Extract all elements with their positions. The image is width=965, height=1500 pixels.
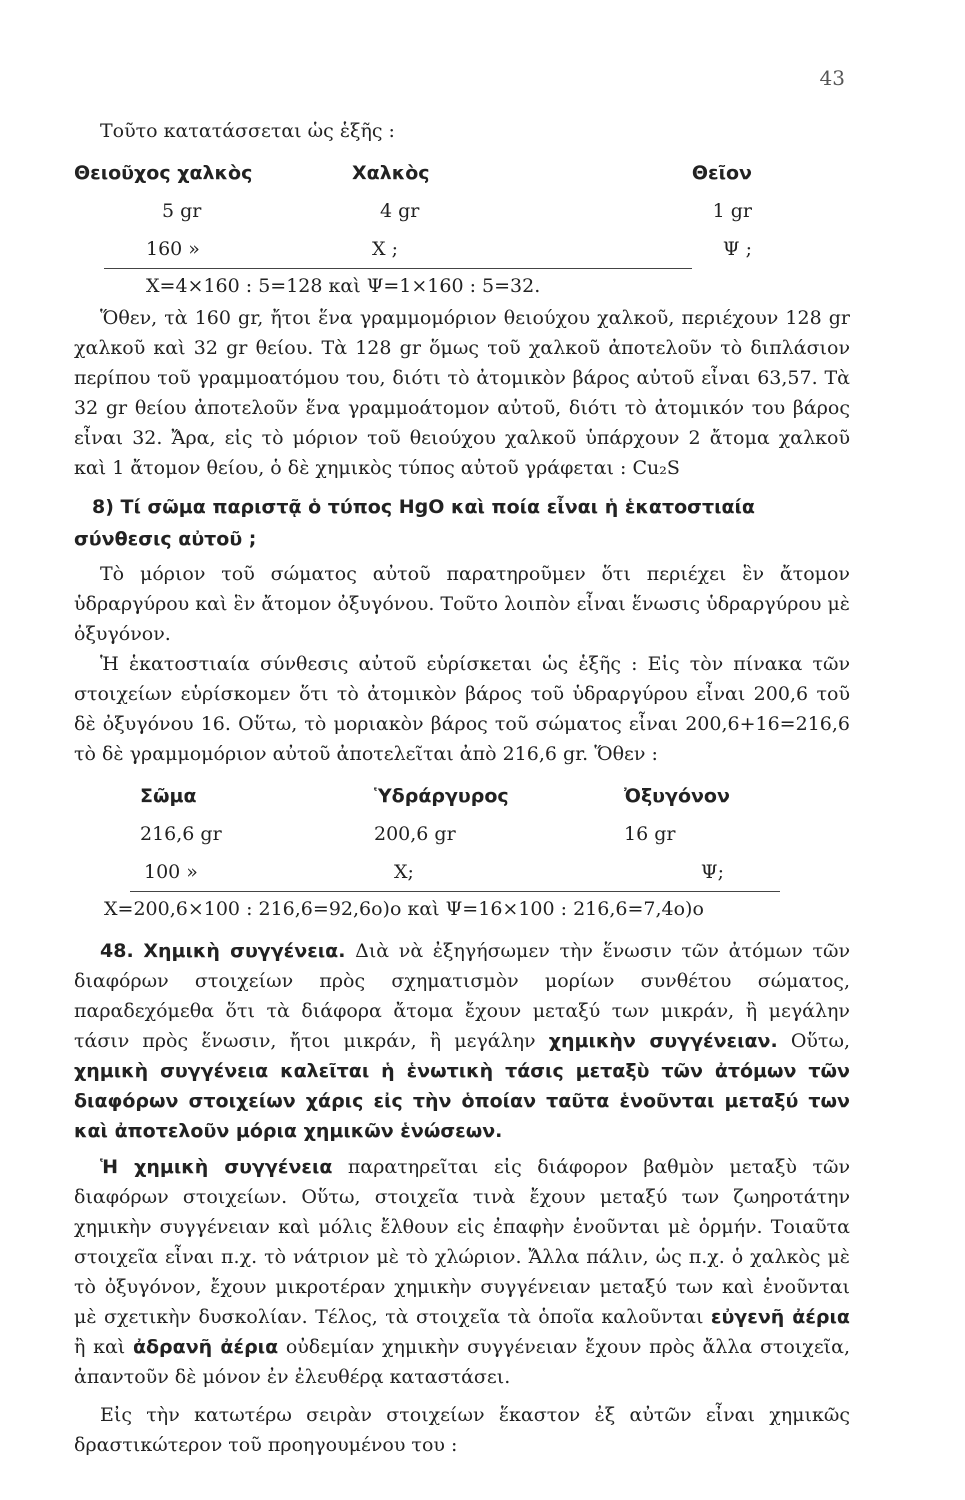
- inert-gases-term: ἀδρανῆ ἀέρια: [132, 1336, 279, 1358]
- cell-sulfur-mass: 1 gr: [712, 200, 752, 222]
- affinity-text-c: οὐδεμίαν χημικὴν συγγένειαν ἔχουν πρὸς ἄλλα στοιχεῖα, ἀπαντοῦν δὲ μόνον ἐν ἐλευθέρᾳ καταστάσει.: [74, 1336, 851, 1388]
- section-48-paragraph: [74, 936, 850, 1146]
- header-sulfur: Θεῖον: [691, 162, 752, 184]
- cell-compound-total: 160 »: [146, 238, 200, 260]
- page-number: 43: [819, 66, 845, 90]
- header-oxygen: Ὀξυγόνον: [624, 785, 730, 807]
- affinity-text-b: ἢ καὶ: [74, 1336, 133, 1358]
- cell-body-total: 100 »: [144, 861, 198, 883]
- cell-mercury-unknown: Χ;: [394, 861, 414, 883]
- paragraph-mercury-oxide: Τὸ μόριον τοῦ σώματος αὐτοῦ παρατηροῦμεν ὅτι περιέχει ἓν ἄτομον ὑδραργύρου καὶ ἓν ἄτομον ὀξυγόνου. Τοῦτο λοιπὸν εἶναι ἕνωσις ὑδραργύρου μὲ ὀξυγόνον.: [74, 563, 850, 645]
- intro-text: Τοῦτο κατατάσσεται ὡς ἑξῆς :: [100, 120, 395, 142]
- cell-sulfur-unknown: Ψ ;: [722, 238, 752, 260]
- equation-2: Χ=200,6×100 : 216,6=92,6ο)ο καὶ Ψ=16×100 : 216,6=7,4ο)ο: [104, 898, 704, 920]
- affinity-text-a: παρατηρεῖται εἰς διάφορον βαθμὸν μεταξὺ τῶν διαφόρων στοιχείων. Οὕτω, στοιχεῖα τινὰ ἔχουν μεταξύ των ζωηροτάτην χημικὴν συγγένειαν καὶ μόλις ἔλθουν εἰς ἐπαφὴν ἑνοῦνται μὲ ὁρμήν. Τοιαῦτα στοιχεῖα εἶναι π.χ. τὸ νάτριον μὲ τὸ χλώριον. Ἄλλα πάλιν, ὡς π.χ. ὁ χαλκὸς μὲ τὸ ὀξυγόνον, ἔχουν μικροτέραν χημικὴν συγγένειαν μεταξύ των καὶ ἑνοῦνται μὲ σχετικὴν δυσκολίαν. Τέλος, τὰ στοιχεῖα τὰ ὁποῖα καλοῦνται: [74, 1156, 850, 1328]
- question-8-heading: 8) Τί σῶμα παριστᾷ ὁ τύπος HgO καὶ ποία εἶναι ἡ ἑκατοστιαία σύνθεσις αὐτοῦ ;: [74, 496, 755, 550]
- section-bold-definition: χημικὴ συγγένεια καλεῖται ἡ ἑνωτικὴ τάσις μεταξὺ τῶν ἀτόμων τῶν διαφόρων στοιχείων χάρις εἰς τὴν ὁποίαν ταῦτα ἑνοῦνται μεταξύ των καὶ ἀποτελοῦν μόρια χημικῶν ἑνώσεων.: [74, 1060, 850, 1142]
- cell-oxygen-mass: 16 gr: [624, 823, 676, 845]
- cell-copper-mass: 4 gr: [380, 200, 420, 222]
- section-bold-a: χημικὴν συγγένειαν.: [548, 1030, 778, 1052]
- page-content: [74, 116, 850, 1460]
- header-compound: Θειοῦχος χαλκὸς: [74, 162, 253, 184]
- proportion-table-1: [74, 154, 850, 303]
- affinity-bold-lead: Ἡ χημικὴ συγγένεια: [100, 1156, 333, 1178]
- header-body: Σῶμα: [140, 785, 197, 807]
- section-text-b: Οὕτω,: [777, 1030, 850, 1052]
- header-mercury: Ὑδράργυρος: [374, 785, 509, 807]
- cell-mercury-mass: 200,6 gr: [374, 823, 456, 845]
- proportion-table-2: [74, 777, 850, 926]
- cell-compound-mass: 5 gr: [162, 200, 202, 222]
- section-text-a: Διὰ νὰ ἐξηγήσωμεν τὴν ἕνωσιν τῶν ἀτόμων τῶν διαφόρων στοιχείων πρὸς σχηματισμὸν μορίων συνθέτου σώματος, παραδεχόμεθα ὅτι τὰ διάφορα ἄτομα ἔχουν μεταξύ των μικράν, ἢ μεγάλην τάσιν πρὸς ἕνωσιν, ἤτοι μικράν, ἢ μεγάλην: [74, 940, 851, 1052]
- section-title: Χημικὴ συγγένεια.: [143, 940, 346, 962]
- paragraph-affinity-degrees: [74, 1152, 850, 1392]
- paragraph-reactivity-series: Εἰς τὴν κατωτέρω σειρὰν στοιχείων ἕκαστον ἐξ αὐτῶν εἶναι χημικῶς δραστικώτερον τοῦ προηγουμένου του :: [74, 1404, 850, 1456]
- cell-body-mass: 216,6 gr: [140, 823, 222, 845]
- paragraph-copper-sulfide: Ὅθεν, τὰ 160 gr, ἤτοι ἕνα γραμμομόριον θειούχου χαλκοῦ, περιέχουν 128 gr χαλκοῦ καὶ 32 gr θείου. Τὰ 128 gr ὅμως τοῦ χαλκοῦ ἀποτελοῦν τὸ διπλάσιον περίπου τοῦ γραμμοατόμου του, διότι τὸ ἀτομικὸν βάρος αὐτοῦ εἶναι 63,57. Τὰ 32 gr θείου ἀποτελοῦν ἕνα γραμμοάτομον αὐτοῦ, διότι τὸ ἀτομικόν του βάρος εἶναι 32. Ἄρα, εἰς τὸ μόριον τοῦ θειούχου χαλκοῦ ὑπάρχουν 2 ἄτομα χαλκοῦ καὶ 1 ἄτομον θείου, ὁ δὲ χημικὸς τύπος αὐτοῦ γράφεται : Cu₂S: [74, 307, 850, 479]
- cell-copper-unknown: Χ ;: [372, 238, 398, 260]
- paragraph-percentage: Ἡ ἑκατοστιαία σύνθεσις αὐτοῦ εὑρίσκεται ὡς ἑξῆς : Εἰς τὸν πίνακα τῶν στοιχείων εὑρίσκομεν ὅτι τὸ ἀτομικὸν βάρος τοῦ ὑδραργύρου εἶναι 200,6 τοῦ δὲ ὀξυγόνου 16. Οὕτω, τὸ μοριακὸν βάρος τοῦ σώματος εἶναι 200,6+16=216,6 τὸ δὲ γραμμομόριον αὐτοῦ ἀποτελεῖται ἀπὸ 216,6 gr. Ὅθεν :: [74, 653, 850, 765]
- equation-1: Χ=4×160 : 5=128 καὶ Ψ=1×160 : 5=32.: [146, 275, 541, 297]
- header-copper: Χαλκὸς: [352, 162, 430, 184]
- cell-oxygen-unknown: Ψ;: [700, 861, 724, 883]
- section-number: 48.: [100, 940, 134, 962]
- noble-gases-term: εὐγενῆ ἀέρια: [710, 1306, 850, 1328]
